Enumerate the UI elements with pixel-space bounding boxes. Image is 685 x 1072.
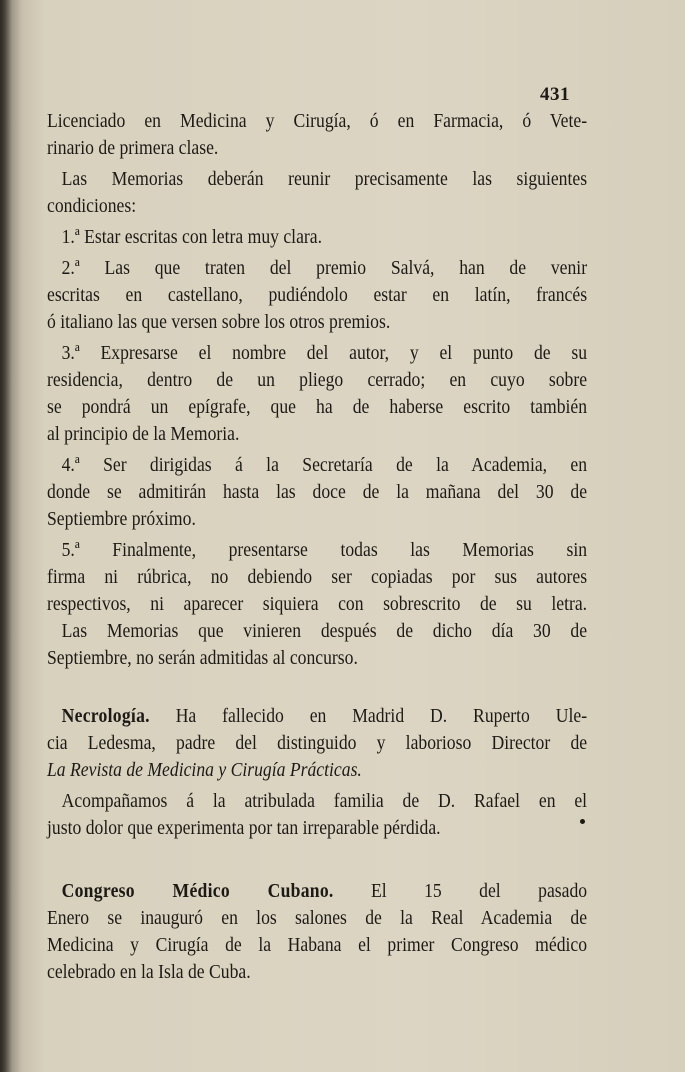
congreso-line-1 <box>47 878 587 905</box>
text-line: respectivos, ni aparecer siquiera con sobrescrito de su letra. <box>47 593 588 615</box>
necrologia-heading: Necrología. <box>61 705 150 727</box>
necrologia-line-1 <box>47 703 587 730</box>
text-line: rinario de primera clase. <box>47 137 219 159</box>
text-line: cia Ledesma, padre del distinguido y laborioso Director de <box>47 732 588 754</box>
text-line: residencia, dentro de un pliego cerrado; en cuyo sobre <box>47 369 588 391</box>
text-line: Septiembre, no serán admitidas al concurso. <box>47 647 358 669</box>
condition-1: 1.ª Estar escritas con letra muy clara. <box>61 226 323 248</box>
text-line: ó italiano las que versen sobre los otros premios. <box>47 311 391 333</box>
condition-4: 4.ª Ser dirigidas á la Secretaría de la Academia, en <box>61 454 588 476</box>
text-line: Septiembre próximo. <box>47 508 196 530</box>
text-line: condiciones: <box>47 195 137 217</box>
printer-dot-mark <box>580 819 585 824</box>
journal-title: La Revista de Medicina y Cirugía Prácticas. <box>47 759 362 781</box>
text-line: celebrado en la Isla de Cuba. <box>47 961 251 983</box>
text-line: Las Memorias deberán reunir precisamente las siguientes <box>61 168 588 190</box>
congreso-text: El 15 del pasado <box>371 880 588 902</box>
text-line: Las Memorias que vinieren después de dicho día 30 de <box>61 620 588 642</box>
spine-shadow <box>0 0 12 1072</box>
text-line: firma ni rúbrica, no debiendo ser copiadas por sus autores <box>47 566 588 588</box>
text-line: Licenciado en Medicina y Cirugía, ó en Farmacia, ó Vete- <box>47 110 588 132</box>
text-line: donde se admitirán hasta las doce de la mañana del 30 de <box>47 481 588 503</box>
page-body <box>47 108 587 986</box>
condition-2: 2.ª Las que traten del premio Salvá, han de venir <box>61 257 588 279</box>
condition-3: 3.ª Expresarse el nombre del autor, y el punto de su <box>61 342 588 364</box>
text-line: se pondrá un epígrafe, que ha de haberse escrito también <box>47 396 588 418</box>
text-line: Acompañamos á la atribulada familia de D. Rafael en el <box>61 790 588 812</box>
text-line: justo dolor que experimenta por tan irreparable pérdida. <box>47 817 441 839</box>
congreso-heading: Congreso Médico Cubano. <box>61 880 334 902</box>
text-line: escritas en castellano, pudiéndolo estar en latín, francés <box>47 284 588 306</box>
text-line: Enero se inauguró en los salones de la Real Academia de <box>47 907 588 929</box>
text-line: Medicina y Cirugía de la Habana el primer Congreso médico <box>47 934 588 956</box>
text-line: al principio de la Memoria. <box>47 423 240 445</box>
page-number: 431 <box>540 84 570 105</box>
condition-5: 5.ª Finalmente, presentarse todas las Memorias sin <box>61 539 588 561</box>
necrologia-text: Ha fallecido en Madrid D. Ruperto Ule- <box>175 705 588 727</box>
